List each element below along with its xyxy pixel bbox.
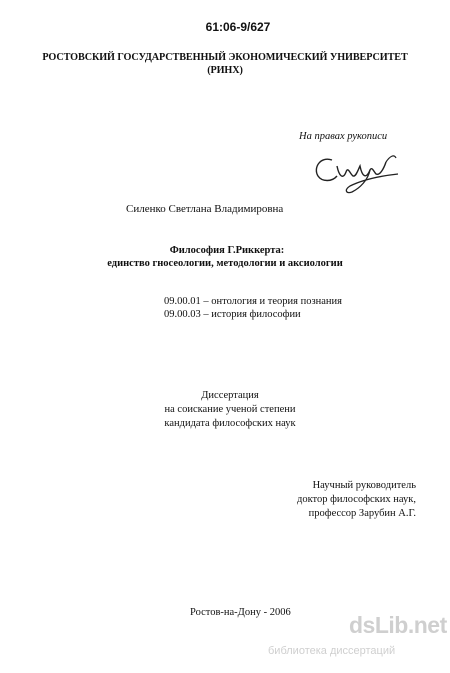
document-code: 61:06-9/627: [205, 20, 271, 34]
title-subtitle: единство гносеологии, методологии и аксиологии: [107, 258, 343, 269]
university-name-line: РОСТОВСКИЙ ГОСУДАРСТВЕННЫЙ ЭКОНОМИЧЕСКИЙ УНИВЕРСИТЕТ: [42, 52, 408, 63]
manuscript-rights-note: На правах рукописи: [299, 131, 388, 142]
degree-statement: [0, 389, 450, 431]
degree-line: на соискание ученой степени: [164, 404, 296, 415]
watermark-brand-prefix: ds: [349, 612, 375, 638]
adviser-role: Научный руководитель: [312, 480, 416, 491]
degree-line: Диссертация: [201, 390, 259, 401]
specialty-item: 09.00.03 – история философии: [164, 309, 301, 320]
dissertation-title: [0, 244, 450, 270]
university-abbreviation: (РИНХ): [207, 65, 243, 76]
scientific-adviser: [297, 479, 416, 521]
handwritten-signature: [310, 146, 402, 196]
city-year: Ростов-на-Дону - 2006: [190, 607, 291, 618]
title-line: Философия Г.Риккерта:: [169, 245, 285, 256]
watermark-brand-suffix: Lib.net: [374, 612, 447, 638]
adviser-name: профессор Зарубин А.Г.: [308, 508, 416, 519]
university-name: [20, 51, 430, 77]
degree-line: кандидата философских наук: [164, 418, 296, 429]
adviser-degree: доктор философских наук,: [297, 494, 416, 505]
specialty-list: [164, 295, 342, 321]
specialty-item: 09.00.01 – онтология и теория познания: [164, 296, 342, 307]
watermark-logo: [349, 612, 447, 639]
watermark-tagline: библиотека диссертаций: [268, 645, 396, 657]
author-name: Силенко Светлана Владимировна: [126, 203, 284, 215]
